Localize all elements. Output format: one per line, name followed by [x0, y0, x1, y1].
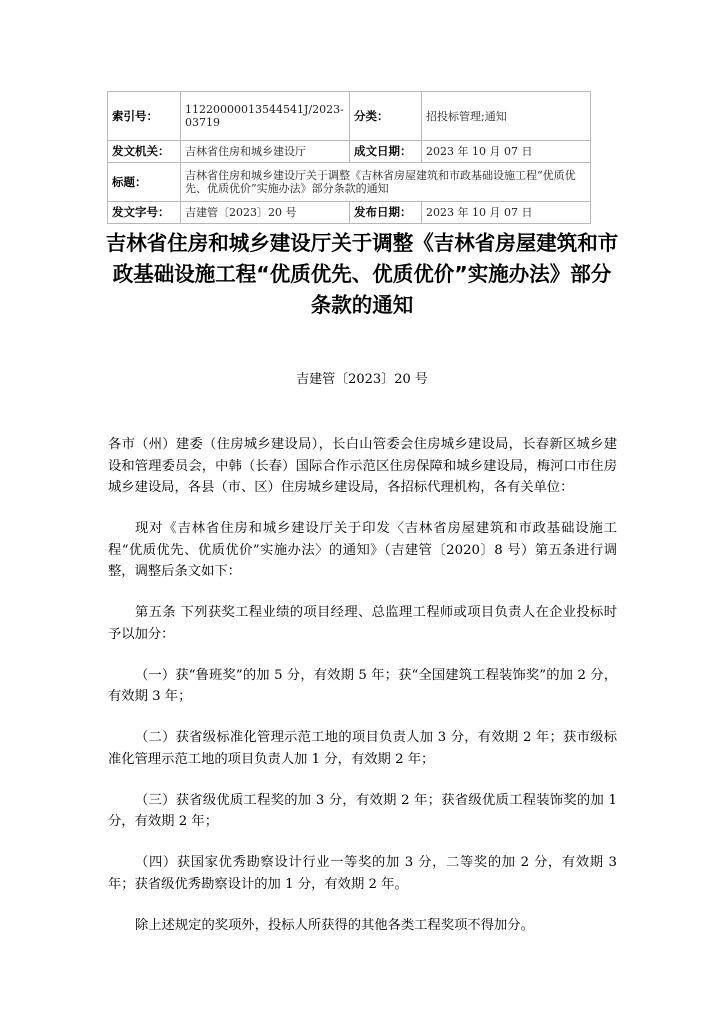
body-paragraph: （三）获省级优质工程奖的加 3 分，有效期 2 年；获省级优质工程装饰奖的加 1 分，有效期 2 年； — [108, 792, 617, 829]
body-paragraph: （二）获省级标准化管理示范工地的项目负责人加 3 分，有效期 2 年；获市级标准化管理示范工地的项目负责人加 1 分，有效期 2 年； — [108, 730, 617, 767]
subject-label: 标题： — [108, 163, 181, 202]
metadata-row — [108, 92, 591, 141]
body-paragraph: （四）获国家优秀勘察设计行业一等奖的加 3 分，二等奖的加 2 分，有效期 3 年；获省级优秀勘察设计的加 1 分，有效期 2 年。 — [108, 855, 617, 892]
doc-number-value: 吉建管〔2023〕20 号 — [181, 202, 350, 224]
index-label: 索引号： — [108, 92, 181, 141]
doc-number-label: 发文字号： — [108, 202, 181, 224]
published-date-label: 发布日期： — [350, 202, 422, 224]
created-date-value: 2023 年 10 月 07 日 — [422, 141, 591, 163]
document-title: 吉林省住房和城乡建设厅关于调整《吉林省房屋建筑和市政基础设施工程“优质优先、优质优价”实施办法》部分条款的通知 — [105, 231, 619, 317]
category-label: 分类： — [350, 92, 422, 141]
addressee-paragraph: 各市（州）建委（住房城乡建设局），长白山管委会住房城乡建设局，长春新区城乡建设和管理委员会，中韩（长春）国际合作示范区住房保障和城乡建设局，梅河口市住房城乡建设局，各县（市、区）住房城乡建设局，各招标代理机构，各有关单位： — [108, 437, 617, 495]
body-paragraph: （一）获“鲁班奖”的加 5 分，有效期 5 年；获“全国建筑工程装饰奖”的加 2 分，有效期 3 年； — [108, 667, 617, 704]
document-body — [108, 434, 617, 956]
subject-value: 吉林省住房和城乡建设厅关于调整《吉林省房屋建筑和市政基础设施工程“优质优先、优质优价”实施办法》部分条款的通知 — [181, 163, 591, 202]
published-date-value: 2023 年 10 月 07 日 — [422, 202, 591, 224]
category-value: 招投标管理;通知 — [422, 92, 591, 141]
metadata-table — [107, 91, 591, 224]
issuer-value: 吉林省住房和城乡建设厅 — [181, 141, 350, 163]
metadata-row — [108, 163, 591, 202]
created-date-label: 成文日期： — [350, 141, 422, 163]
index-value: 11220000013544541J/2023-03719 — [181, 92, 350, 141]
metadata-row — [108, 202, 591, 224]
issuer-label: 发文机关： — [108, 141, 181, 163]
body-paragraph: 除上述规定的奖项外，投标人所获得的其他各类工程奖项不得加分。 — [135, 917, 534, 933]
body-paragraph: 第五条 下列获奖工程业绩的项目经理、总监理工程师或项目负责人在企业投标时予以加分： — [108, 605, 617, 642]
metadata-row — [108, 141, 591, 163]
body-paragraph: 现对《吉林省住房和城乡建设厅关于印发〈吉林省房屋建筑和市政基础设施工程“优质优先、优质优价”实施办法〉的通知》（吉建管〔2020〕8 号）第五条进行调整，调整后条文如下： — [108, 521, 617, 579]
document-number: 吉建管〔2023〕20 号 — [296, 372, 428, 387]
